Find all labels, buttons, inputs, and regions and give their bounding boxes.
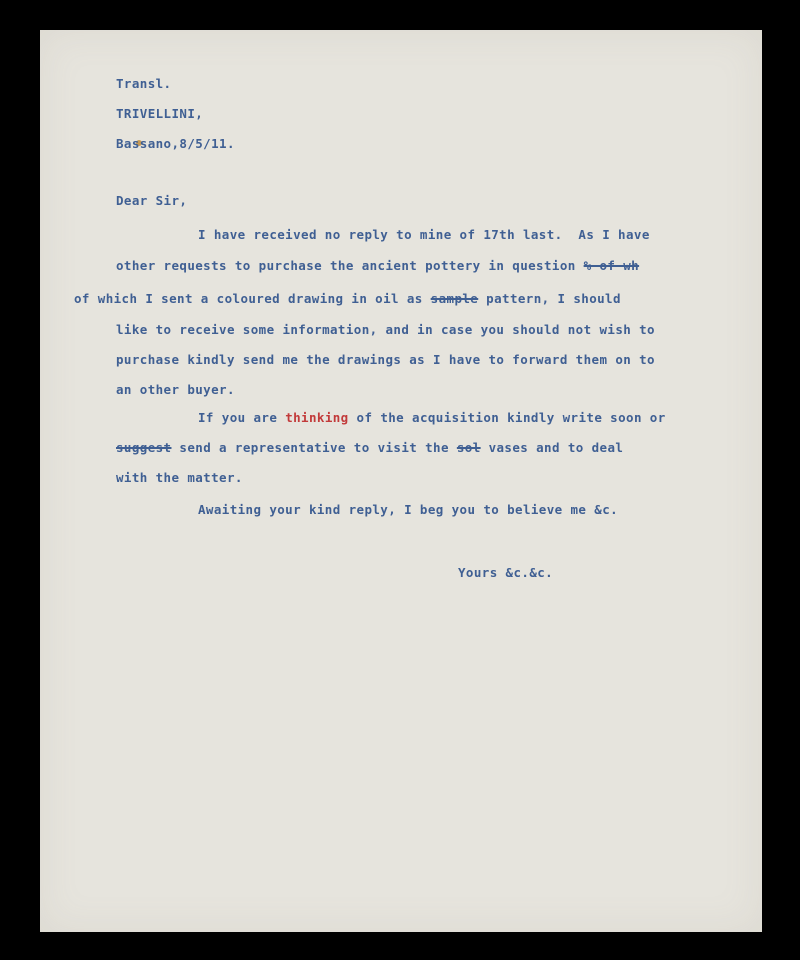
paragraph1-line1: I have received no reply to mine of 17th last. As I have	[198, 227, 650, 242]
paragraph1-line4: like to receive some information, and in case you should not wish to	[116, 322, 655, 337]
paragraph2-line2: suggest send a representative to visit the sol vases and to deal	[116, 440, 624, 455]
paragraph1-line3: of which I sent a coloured drawing in oil as sample pattern, I should	[74, 291, 621, 306]
closing: Yours &c.&c.	[458, 565, 554, 580]
paragraph1-line6: an other buyer.	[116, 382, 235, 397]
letter-sheet	[40, 30, 762, 932]
paragraph2-line1: If you are thinking of the acquisition kindly write soon or	[198, 410, 666, 425]
paragraph1-line5: purchase kindly send me the drawings as I have to forward them on to	[116, 352, 655, 367]
addressee: TRIVELLINI,	[116, 106, 204, 121]
salutation: Dear Sir,	[116, 193, 188, 208]
transl-label: Transl.	[116, 76, 172, 91]
paragraph1-line2: other requests to purchase the ancient pottery in question % of wh	[116, 258, 640, 273]
place-date: Bassano,8/5/11.	[116, 136, 235, 151]
paragraph2-line3: with the matter.	[116, 470, 243, 485]
paragraph3-line1: Awaiting your kind reply, I beg you to believe me &c.	[198, 502, 619, 517]
